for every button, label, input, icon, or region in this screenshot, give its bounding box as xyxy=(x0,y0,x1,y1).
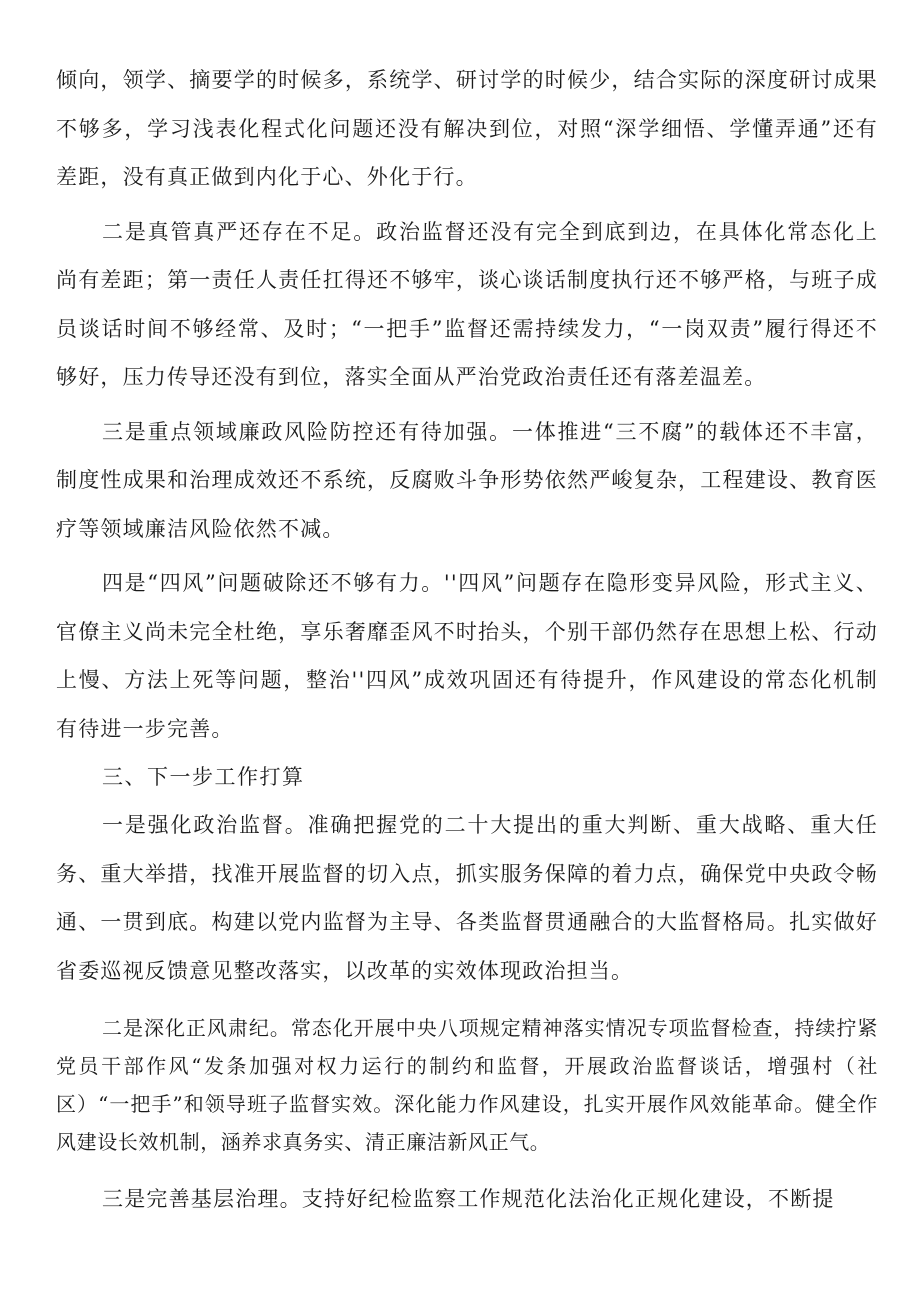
paragraph-risk-control: 三是重点领域廉政风险防控还有待加强。一体推进“三不腐”的载体还不丰富，制度性成果和治理成效还不系统，反腐败斗争形势依然严峻复杂，工程建设、教育医疗等领域廉洁风险依然不减。 xyxy=(56,419,878,541)
paragraph-political-supervision: 一是强化政治监督。准确把握党的二十大提出的重大判断、重大战略、重大任务、重大举措，找准开展监督的切入点，抓实服务保障的着力点，确保党中央政令畅通、一贯到底。构建以党内监督为主导、各类监督贯通融合的大监督格局。扎实做好省委巡视反馈意见整改落实，以改革的实效体现政治担当。 xyxy=(56,813,878,983)
document-page xyxy=(56,56,878,1224)
paragraph-grassroots: 三是完善基层治理。支持好纪检监察工作规范化法治化正规化建设，不断提 xyxy=(102,1187,835,1211)
paragraph-discipline: 二是深化正风肃纪。常态化开展中央八项规定精神落实情况专项监督检查，持续拧紧党员干部作风“发条加强对权力运行的制约和监督，开展政治监督谈话，增强村（社区）“一把手”和领导班子监督实效。深化能力作风建设，扎实开展作风效能革命。健全作风建设长效机制，涵养求真务实、清正廉洁新风正气。 xyxy=(56,1016,878,1154)
paragraph-continuation: 倾向，领学、摘要学的时候多，系统学、研讨学的时候少，结合实际的深度研讨成果不够多，学习浅表化程式化问题还没有解决到位，对照“深学细悟、学懂弄通”还有差距，没有真正做到内化于心、外化于行。 xyxy=(56,68,878,189)
paragraph-supervision-gap: 二是真管真严还存在不足。政治监督还没有完全到底到边，在具体化常态化上尚有差距；第一责任人责任扛得还不够牢，谈心谈话制度执行还不够严格，与班子成员谈话时间不够经常、及时；“一把手”监督还需持续发力，“一岗双责”履行得还不够好，压力传导还没有到位，落实全面从严治党政治责任还有落差温差。 xyxy=(56,219,878,389)
paragraph-four-winds: 四是“四风”问题破除还不够有力。''四风”问题存在隐形变异风险，形式主义、官僚主义尚未完全杜绝，享乐奢靡歪风不时抬头，个别干部仍然存在思想上松、行动上慢、方法上死等问题，整治''四风”成效巩固还有待提升，作风建设的常态化机制有待进一步完善。 xyxy=(56,571,878,741)
section-heading: 三、下一步工作打算 xyxy=(102,765,305,789)
